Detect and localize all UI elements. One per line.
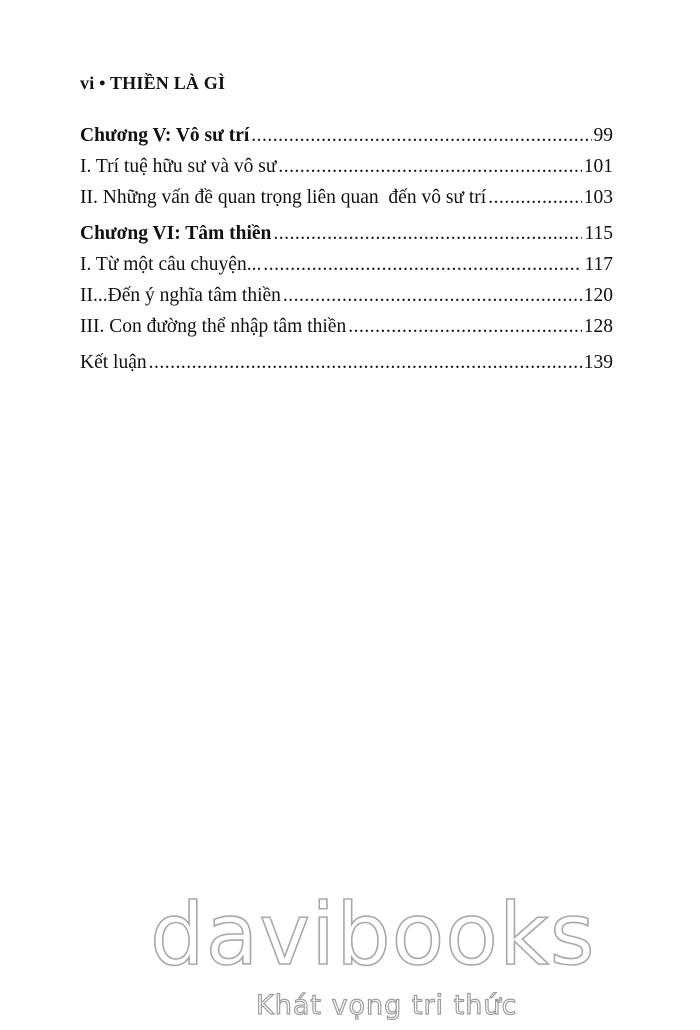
dot-leader bbox=[283, 280, 582, 311]
toc-entry-section bbox=[80, 151, 613, 182]
dot-leader bbox=[488, 182, 582, 213]
toc-entry-title: Kết luận bbox=[80, 352, 147, 373]
toc-entry-page: 139 bbox=[583, 352, 613, 373]
toc-entry-title: II. Những vấn đề quan trọng liên quan đến vô sư trí bbox=[80, 187, 487, 208]
toc-entry-section bbox=[80, 249, 613, 280]
dot-leader bbox=[348, 311, 582, 342]
toc-entry-page: 120 bbox=[583, 285, 613, 306]
dot-leader bbox=[149, 347, 582, 378]
toc-entry-section bbox=[80, 182, 613, 213]
watermark-tagline: Khát vọng tri thức bbox=[256, 990, 518, 1021]
dot-leader bbox=[251, 120, 591, 151]
toc-entry-section bbox=[80, 280, 613, 311]
toc-entry-chapter-6 bbox=[80, 218, 613, 249]
toc-entry-page: 115 bbox=[584, 223, 613, 244]
dot-leader bbox=[278, 151, 581, 182]
toc-entry-page: 117 bbox=[584, 254, 613, 275]
dot-leader bbox=[263, 249, 582, 280]
toc-entry-page: 103 bbox=[583, 187, 613, 208]
publisher-watermark bbox=[0, 885, 700, 1030]
toc-entry-title: II...Đến ý nghĩa tâm thiền bbox=[80, 285, 281, 306]
toc-entry-page: 128 bbox=[583, 316, 613, 337]
toc-entry-title: Chương V: Vô sư trí bbox=[80, 125, 250, 146]
watermark-brand: davibooks bbox=[150, 885, 596, 985]
running-header: vi • THIỀN LÀ GÌ bbox=[80, 73, 226, 93]
dot-leader bbox=[273, 218, 582, 249]
toc-entry-chapter-5 bbox=[80, 120, 613, 151]
toc-entry-title: Chương VI: Tâm thiền bbox=[80, 223, 272, 244]
toc-entry-title: I. Từ một câu chuyện... bbox=[80, 254, 262, 275]
toc-entry-title: III. Con đường thể nhập tâm thiền bbox=[80, 316, 347, 337]
toc-entry-page: 101 bbox=[583, 156, 613, 177]
toc-entry-conclusion bbox=[80, 347, 613, 378]
toc-entry-section bbox=[80, 311, 613, 342]
table-of-contents bbox=[80, 120, 613, 378]
toc-entry-title: I. Trí tuệ hữu sư và vô sư bbox=[80, 156, 277, 177]
toc-entry-page: 99 bbox=[593, 125, 613, 146]
